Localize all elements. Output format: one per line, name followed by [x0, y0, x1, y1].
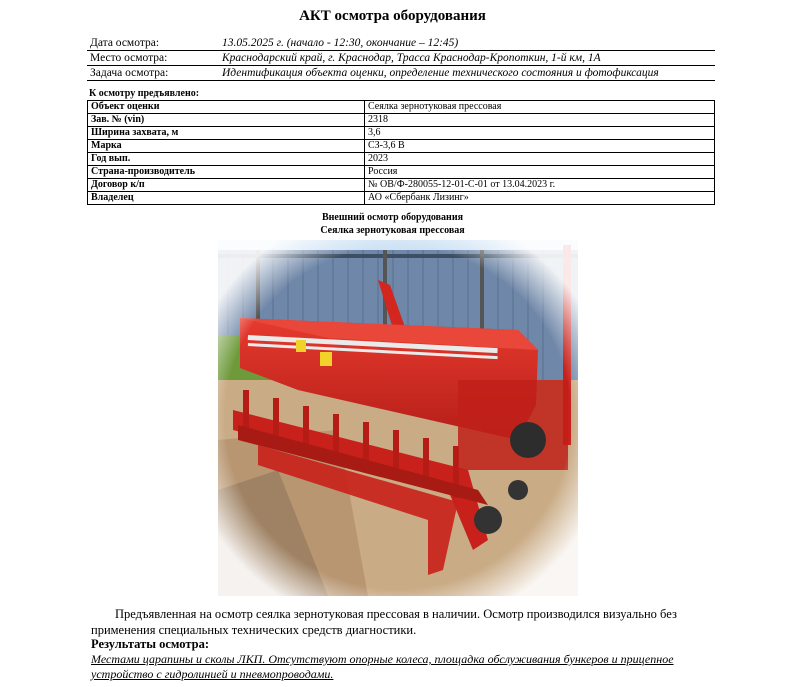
table-cell-value: Сеялка зернотуковая прессовая: [365, 101, 715, 114]
table-cell-label: Ширина захвата, м: [88, 127, 365, 140]
table-cell-value: АО «Сбербанк Лизинг»: [365, 192, 715, 205]
table-cell-label: Год вып.: [88, 153, 365, 166]
meta-value: 13.05.2025 г. (начало - 12:30, окончание – 12:45): [222, 37, 459, 49]
inspection-meta: [87, 36, 715, 81]
results-heading: Результаты осмотра:: [91, 637, 209, 651]
table-cell-value: 3,6: [365, 127, 715, 140]
table-cell-label: Зав. № (vin): [88, 114, 365, 127]
table-cell-value: СЗ-3,6 В: [365, 140, 715, 153]
meta-value: Идентификация объекта оценки, определение технического состояния и фотофиксация: [222, 67, 659, 79]
seeder-photo: [218, 240, 578, 596]
table-row: [88, 140, 715, 153]
meta-label: Дата осмотра:: [90, 37, 160, 49]
photo-caption-line-1: Внешний осмотр оборудования: [322, 212, 463, 223]
document-title: АКТ осмотра оборудования: [299, 8, 486, 24]
table-cell-value: 2318: [365, 114, 715, 127]
photo-caption: [0, 211, 785, 237]
table-cell-label: Марка: [88, 140, 365, 153]
meta-row-date: [87, 36, 715, 51]
table-row: [88, 127, 715, 140]
table-row: [88, 179, 715, 192]
table-cell-label: Объект оценки: [88, 101, 365, 114]
meta-row-place: [87, 51, 715, 66]
presented-label: К осмотру предъявлено:: [89, 88, 200, 99]
meta-label: Место осмотра:: [90, 52, 168, 64]
table-cell-label: Владелец: [88, 192, 365, 205]
table-row: [88, 166, 715, 179]
photo-caption-line-2: Сеялка зернотуковая прессовая: [320, 225, 465, 236]
meta-label: Задача осмотра:: [90, 67, 169, 79]
table-cell-value: № ОВ/Ф-280055-12-01-С-01 от 13.04.2023 г.: [365, 179, 715, 192]
table-row: [88, 153, 715, 166]
meta-value: Краснодарский край, г. Краснодар, Трасса Краснодар-Кропоткин, 1-й км, 1А: [222, 52, 601, 64]
inspection-paragraph: [91, 606, 711, 638]
table-row: [88, 114, 715, 127]
table-cell-value: 2023: [365, 153, 715, 166]
paragraph-text: Предъявленная на осмотр сеялка зернотуковая прессовая в наличии. Осмотр производился визуально без применения специальных технических средств диагностики.: [91, 607, 677, 637]
meta-row-task: [87, 66, 715, 81]
table-row: [88, 101, 715, 114]
equipment-table: [87, 100, 715, 205]
table-cell-value: Россия: [365, 166, 715, 179]
table-cell-label: Страна-производитель: [88, 166, 365, 179]
table-row: [88, 192, 715, 205]
results-text: Местами царапины и сколы ЛКП. Отсутствуют опорные колеса, площадка обслуживания бункеров и прицепное устройство с гидролинией и пневмопроводами.: [91, 652, 674, 681]
table-cell-label: Договор к/п: [88, 179, 365, 192]
